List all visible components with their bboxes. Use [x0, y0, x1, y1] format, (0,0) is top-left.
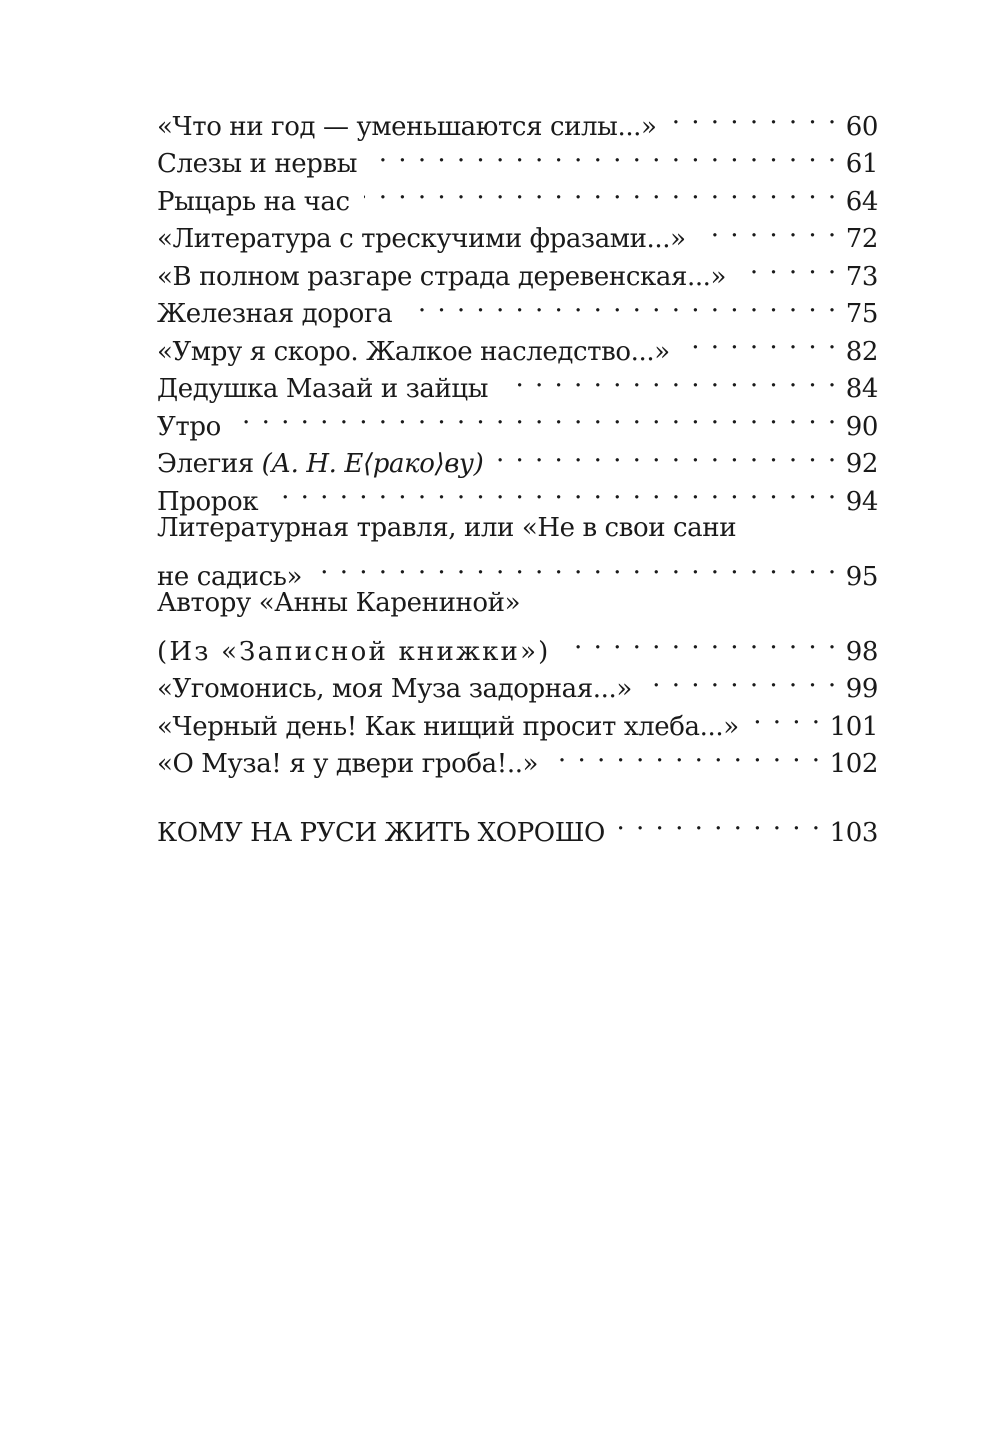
dot-leader	[740, 247, 838, 285]
toc-entry-page: 64	[845, 186, 878, 217]
toc-entry-page: 101	[829, 711, 878, 742]
dot-leader	[272, 472, 838, 510]
toc-section-entry	[157, 803, 878, 848]
toc-entry-page: 61	[845, 149, 878, 179]
toc-entry	[157, 510, 878, 592]
toc-entry-page: 92	[845, 449, 878, 479]
toc-entry	[157, 435, 878, 479]
toc-entry-title: Железная дорога	[157, 299, 393, 329]
toc-entry-title: Литературная травля, или «Не в свои сани	[157, 512, 737, 543]
toc-entry-page: 90	[845, 411, 878, 442]
dot-leader	[364, 172, 838, 210]
toc-entry-title: Дедушка Мазай и зайцы	[157, 374, 489, 404]
dot-leader	[753, 697, 822, 735]
toc-entry-title: Слезы и нервы	[157, 149, 358, 179]
toc-entry-page: 95	[845, 561, 878, 592]
toc-entry-page: 99	[845, 674, 878, 704]
toc-entry-title: «Литература с трескучими фразами...»	[157, 224, 686, 254]
toc-entry-page: 72	[845, 224, 878, 254]
dot-leader	[700, 210, 838, 248]
toc-section-title: КОМУ НА РУСИ ЖИТЬ ХОРОШО	[157, 817, 605, 848]
dot-leader	[671, 97, 838, 135]
toc-section-page: 103	[829, 817, 878, 848]
toc-entry-title: Элегия	[157, 449, 254, 479]
dot-leader	[502, 360, 838, 398]
toc-entry-title-continued: не садись»	[157, 561, 303, 592]
table-of-contents	[157, 97, 878, 848]
dot-leader	[565, 622, 838, 660]
toc-entry-title: «О Муза! я у двери гроба!..»	[157, 749, 539, 779]
dot-leader	[497, 435, 837, 473]
dot-leader	[406, 285, 837, 323]
toc-entry-title: «Угомонись, моя Муза задорная...»	[157, 674, 632, 704]
dot-leader	[371, 135, 838, 173]
dot-leader	[552, 735, 822, 773]
toc-entry-page: 60	[845, 111, 878, 142]
toc-entry-title: «В полном разгаре страда деревенская...»	[157, 261, 727, 292]
toc-entry-page: 84	[845, 374, 878, 404]
dot-leader	[684, 322, 838, 360]
dot-leader	[619, 803, 822, 841]
toc-entry	[157, 397, 878, 442]
toc-entry-page: 102	[829, 749, 878, 779]
toc-entry-page: 82	[845, 336, 878, 367]
toc-entry-title: «Умру я скоро. Жалкое наследство...»	[157, 336, 670, 367]
toc-entry-title: Автору «Анны Карениной»	[157, 587, 521, 618]
toc-entry-title: «Черный день! Как нищий просит хлеба...»	[157, 711, 739, 742]
toc-entry-page: 73	[845, 261, 878, 292]
dot-leader	[646, 660, 838, 698]
toc-entry	[157, 585, 878, 667]
toc-entry-page: 94	[845, 486, 878, 517]
toc-entry-page: 98	[845, 636, 878, 667]
dot-leader	[316, 547, 838, 585]
toc-entry-title-continued: (Из «Записной книжки»)	[157, 636, 551, 667]
toc-entry-title: «Что ни год — уменьшаются силы...»	[157, 111, 657, 142]
toc-entry	[157, 97, 878, 142]
toc-entry-page: 75	[845, 299, 878, 329]
toc-entry-title: Пророк	[157, 486, 259, 517]
toc-entry-title: Утро	[157, 411, 221, 442]
toc-entry-title: Рыцарь на час	[157, 186, 350, 217]
toc-entry-subtitle: (А. Н. Е⟨рако⟩ву)	[261, 449, 484, 479]
dot-leader	[235, 397, 838, 435]
